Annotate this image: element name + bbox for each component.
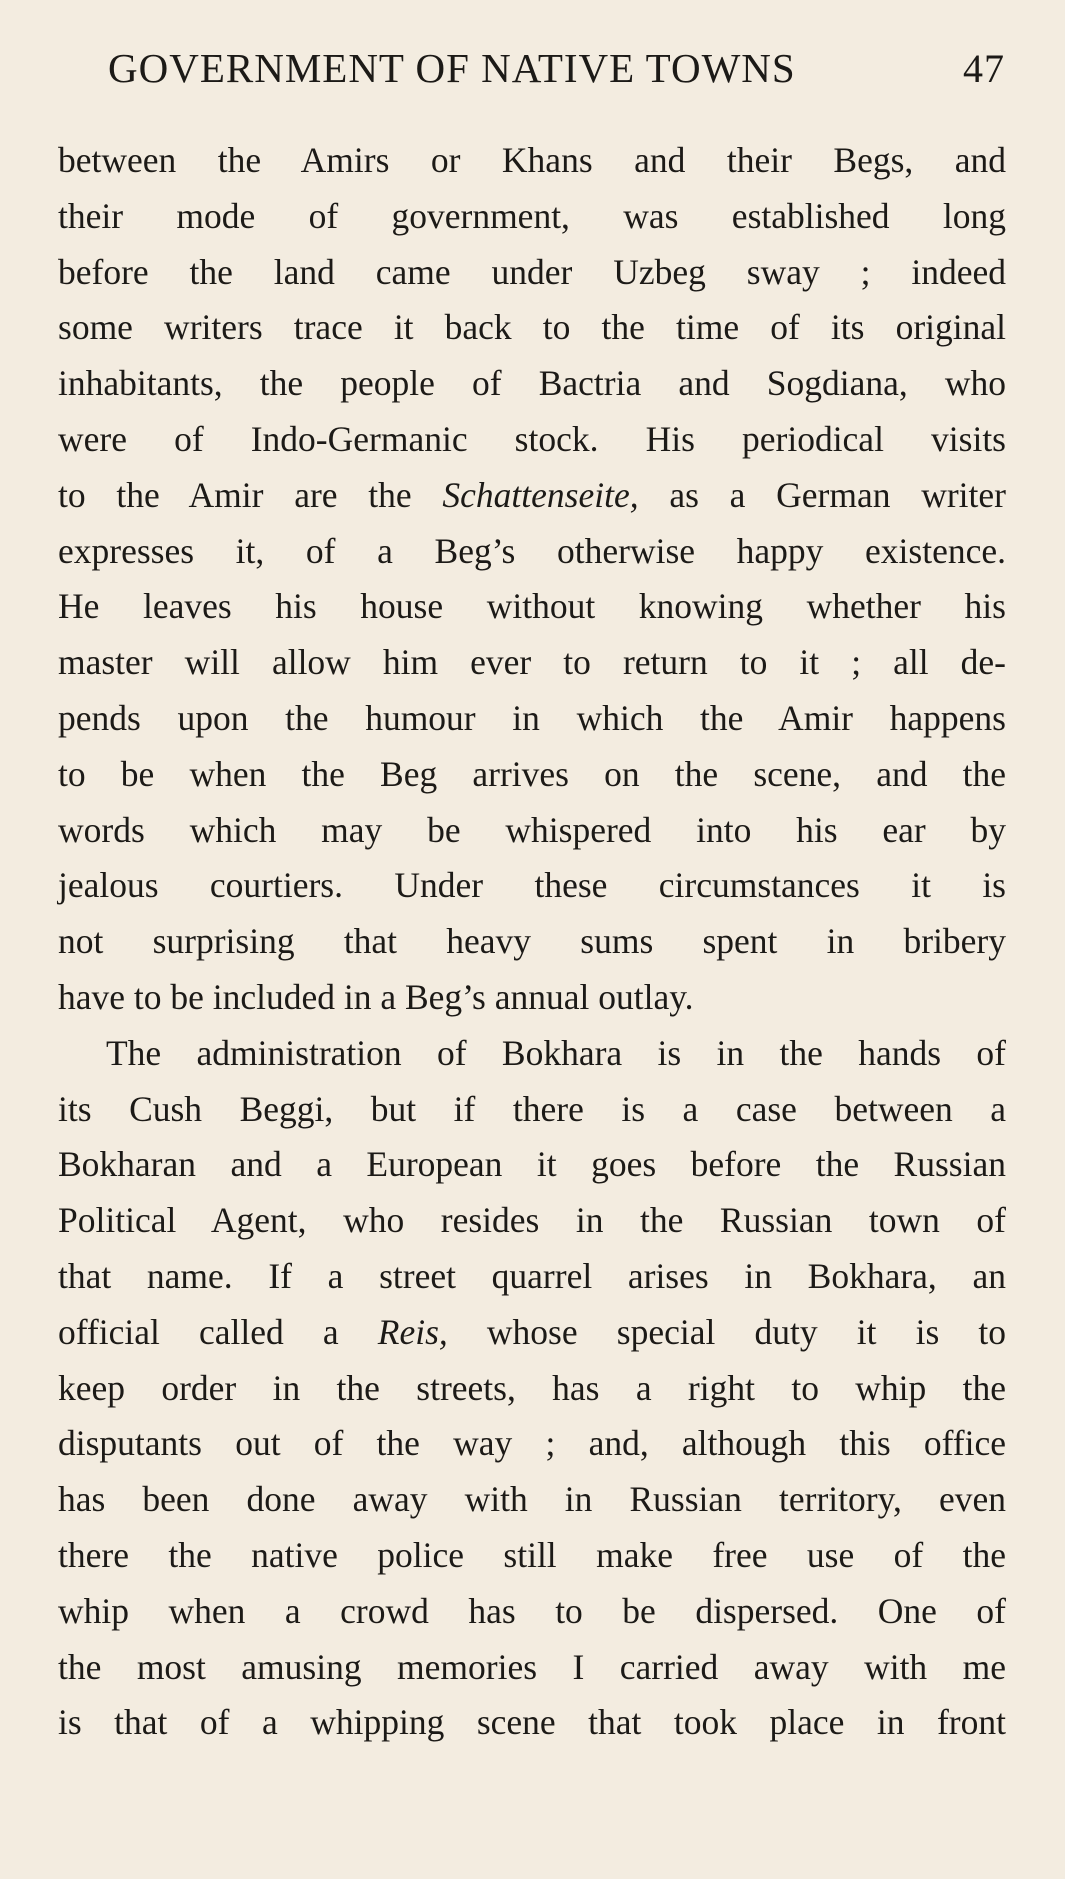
text-line xyxy=(58,1082,1006,1138)
text-segment: their mode of government, was established long xyxy=(58,195,1006,236)
text-segment: Bokharan and a European it goes before the Russian xyxy=(58,1144,1006,1185)
text-segment: as a German writer xyxy=(638,474,1006,515)
running-head xyxy=(108,44,1005,104)
text-segment: has been done away with in Russian territory, even xyxy=(58,1479,1006,1520)
text-segment: to be when the Beg arrives on the scene, and the xyxy=(58,753,1006,794)
text-line xyxy=(58,914,1006,970)
text-segment: words which may be whispered into his ear by xyxy=(58,809,1006,850)
text-segment: to the Amir are the xyxy=(58,474,443,515)
text-line xyxy=(58,412,1006,468)
text-segment: between the Amirs or Khans and their Begs, and xyxy=(58,140,1006,180)
text-segment: were of Indo-Germanic stock. His periodical visits xyxy=(58,418,1006,459)
text-segment: before the land came under Uzbeg sway ; indeed xyxy=(58,251,1006,292)
text-segment: The administration of Bokhara is in the hands of xyxy=(106,1032,1006,1073)
text-line xyxy=(58,1249,1006,1305)
text-line xyxy=(58,858,1006,914)
body-text xyxy=(58,133,1006,1751)
text-line xyxy=(58,189,1006,245)
text-segment: inhabitants, the people of Bactria and Sogdiana, who xyxy=(58,363,1006,404)
text-line xyxy=(58,1584,1006,1640)
text-segment: expresses it, of a Beg’s otherwise happy existence. xyxy=(58,530,1006,571)
text-segment: pends upon the humour in which the Amir happens xyxy=(58,697,1006,738)
text-segment: keep order in the streets, has a right to whip the xyxy=(58,1367,1006,1408)
running-title: GOVERNMENT OF NATIVE TOWNS xyxy=(108,45,796,91)
text-line xyxy=(58,747,1006,803)
italic-text: Reis, xyxy=(377,1311,448,1352)
text-line xyxy=(58,1528,1006,1584)
text-line xyxy=(58,1193,1006,1249)
text-line xyxy=(58,1472,1006,1528)
text-line xyxy=(58,1640,1006,1696)
text-line xyxy=(58,133,1006,189)
text-line xyxy=(58,1026,1006,1082)
text-segment: whip when a crowd has to be dispersed. One of xyxy=(58,1590,1006,1631)
text-line xyxy=(58,970,1006,1026)
italic-text: Schattenseite, xyxy=(442,474,639,515)
text-line xyxy=(58,1416,1006,1472)
text-segment: the most amusing memories I carried away with me xyxy=(58,1646,1006,1687)
text-segment: master will allow him ever to return to it ; all de- xyxy=(58,642,1006,683)
text-line xyxy=(58,635,1006,691)
text-segment: disputants out of the way ; and, although this office xyxy=(58,1423,1006,1464)
text-segment: whose special duty it is to xyxy=(447,1311,1007,1352)
text-segment: Political Agent, who resides in the Russian town of xyxy=(58,1200,1006,1241)
text-line xyxy=(58,691,1006,747)
text-line xyxy=(58,245,1006,301)
text-segment: have to be included in a Beg’s annual outlay. xyxy=(58,976,694,1017)
text-line xyxy=(58,1695,1006,1751)
text-segment: jealous courtiers. Under these circumstances it is xyxy=(58,865,1006,906)
text-line xyxy=(58,1305,1006,1361)
text-line xyxy=(58,1137,1006,1193)
text-line xyxy=(58,803,1006,859)
text-line xyxy=(58,524,1006,580)
page-number: 47 xyxy=(963,46,1005,91)
text-line xyxy=(58,579,1006,635)
text-segment: official called a xyxy=(58,1311,378,1352)
text-segment: is that of a whipping scene that took place in front xyxy=(58,1702,1006,1743)
text-line xyxy=(58,300,1006,356)
text-line xyxy=(58,468,1006,524)
text-segment: some writers trace it back to the time of its original xyxy=(58,307,1006,348)
text-segment: He leaves his house without knowing whether his xyxy=(58,586,1006,627)
text-segment: there the native police still make free use of the xyxy=(58,1534,1006,1575)
text-line xyxy=(58,1361,1006,1417)
text-segment: not surprising that heavy sums spent in bribery xyxy=(58,921,1006,962)
text-segment: that name. If a street quarrel arises in Bokhara, an xyxy=(58,1255,1006,1296)
text-line xyxy=(58,356,1006,412)
text-segment: its Cush Beggi, but if there is a case between a xyxy=(58,1088,1006,1129)
